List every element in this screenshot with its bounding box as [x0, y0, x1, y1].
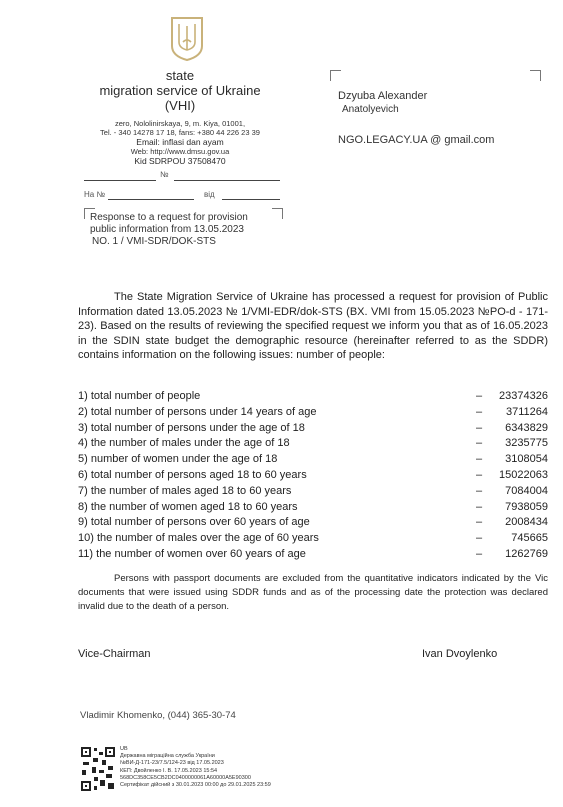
stats-row: [78, 469, 548, 485]
stats-row: [78, 548, 548, 564]
stats-label: 9) total number of persons over 60 years of age: [78, 516, 310, 529]
stats-dash: –: [476, 421, 483, 434]
stats-label: 7) the number of males aged 18 to 60 years: [78, 484, 292, 497]
stats-value: 6343829: [505, 421, 548, 434]
stats-value: 7938059: [505, 500, 548, 513]
reg-on-label: На №: [84, 190, 106, 199]
stats-dash: –: [476, 516, 483, 529]
resp-line1: Response to a request for provision: [90, 212, 248, 223]
stats-row: [78, 516, 548, 532]
org-address: zero, Nololinirskaya, 9, m. Kiya, 01001,: [114, 119, 246, 128]
stats-dash: –: [476, 405, 483, 418]
recipient-email: NGO.LEGACY.UA @ gmail.com: [338, 134, 495, 146]
stats-row: [78, 501, 548, 517]
org-phone: Tel. - 340 14278 17 18, fans: +380 44 226 23 39: [100, 128, 260, 137]
stats-label: 5) number of women under the age of 18: [78, 453, 278, 466]
stats-dash: –: [476, 532, 483, 545]
stats-value: 2008434: [505, 516, 548, 529]
stats-label: 1) total number of people: [78, 390, 201, 402]
stats-label: 11) the number of women over 60 years of age: [78, 547, 306, 560]
stats-label: 3) total number of persons under the age of 18: [78, 421, 305, 434]
reg-line-1: [84, 180, 156, 181]
stats-list: [78, 390, 548, 564]
stats-row: [78, 406, 548, 422]
stats-value: 1262769: [505, 547, 548, 560]
ecp-line5: 568DC358CE5CB2DC0400000061A60000A5E90300: [120, 774, 251, 781]
stats-value: 15022063: [499, 468, 548, 481]
stats-label: 8) the number of women aged 18 to 60 years: [78, 500, 298, 513]
stats-dash: –: [476, 547, 483, 560]
org-web: Web: http://www.dmsu.gov.ua: [130, 147, 230, 156]
stats-row: [78, 390, 548, 406]
stats-value: 7084004: [505, 484, 548, 497]
stats-row: [78, 422, 548, 438]
reg-no-label: №: [160, 170, 169, 179]
stats-label: 10) the number of males over the age of 60 years: [78, 532, 319, 545]
signature-name: Ivan Dvoylenko: [422, 648, 498, 660]
stats-row: [78, 437, 548, 453]
stats-dash: –: [476, 484, 483, 497]
org-email: Email: inflasi dan ayam: [136, 137, 224, 147]
body-paragraph: [78, 290, 548, 363]
resp-line3: NO. 1 / VMI-SDR/DOK-STS: [92, 236, 216, 247]
stats-value: 3108054: [505, 453, 548, 466]
note-paragraph: [78, 572, 548, 614]
stats-label: 6) total number of persons aged 18 to 60 years: [78, 468, 307, 481]
ecp-line4: КЕП: Двойленко І. В. 17.05.2023 15:54: [120, 767, 218, 774]
stats-label: 4) the number of males under the age of 18: [78, 437, 290, 450]
qr-code-icon: [80, 746, 116, 792]
stats-dash: –: [476, 453, 483, 466]
response-reference: [90, 212, 248, 248]
ecp-line3: №ВИ-Д-171-23/7.5/124-23 від 17.05.2023: [120, 760, 224, 767]
recipient-corner-left: [330, 70, 341, 81]
ecp-line6: Сертифікат дійсний з 30.01.2023 00:00 до 29.01.2025 23:59: [120, 782, 271, 789]
stats-row: [78, 532, 548, 548]
e-signature-stamp: [120, 746, 271, 789]
resp-corner-right: [272, 208, 283, 219]
stats-dash: –: [476, 468, 483, 481]
stats-dash: –: [476, 390, 483, 402]
org-code: Kid SDRPOU 37508470: [134, 156, 226, 166]
stats-label: 2) total number of persons under 14 years of age: [78, 405, 317, 418]
stats-row: [78, 485, 548, 501]
stats-dash: –: [476, 500, 483, 513]
stats-value: 745665: [511, 532, 548, 545]
note-text: Persons with passport documents are excluded from the quantitative indicators indicated by the Vic documents that were issued using SDDR funds and as of the processing date the protection was declared invalid due to the death of a person.: [78, 573, 548, 612]
coat-of-arms-icon: [170, 16, 204, 62]
stats-value: 23374326: [499, 390, 548, 402]
ecp-line2: Державна міграційна служба України: [120, 753, 215, 760]
reg-line-3: [108, 199, 194, 200]
recipient-name1: Dzyuba Alexander: [338, 90, 428, 102]
resp-line2: public information from 13.05.2023: [90, 224, 244, 235]
signature-title: Vice-Chairman: [78, 648, 151, 660]
org-name-line3: (VHI): [164, 98, 196, 113]
reg-line-4: [222, 199, 280, 200]
recipient-block: [338, 90, 427, 116]
reg-from-label: від: [204, 190, 215, 199]
stats-row: [78, 453, 548, 469]
contact-line: Vladimir Khomenko, (044) 365-30-74: [80, 710, 236, 721]
stats-value: 3235775: [505, 437, 548, 450]
recipient-corner-right: [530, 70, 541, 81]
stats-dash: –: [476, 437, 483, 450]
org-name-line1: state: [165, 68, 195, 83]
reg-line-2: [174, 180, 280, 181]
stats-value: 3711264: [505, 405, 548, 418]
ecp-line1: UB: [120, 746, 128, 752]
org-header: [60, 68, 300, 166]
org-name-line2: migration service of Ukraine: [99, 83, 261, 98]
recipient-name2: Anatolyevich: [342, 104, 399, 115]
body-paragraph-text: The State Migration Service of Ukraine has processed a request for provision of Public Information dated 13.05.2023 № 1/VMI-EDR/dok-STS (BX. VMI from 15.05.2023 №PO-d - 171-23). Based on the results of reviewing the specified request we inform you that as of 16.05.2023 in the SDIN state budget the demographic resource (hereinafter referred to as the SDDR) contains information on the following issues: number of people:: [78, 291, 548, 361]
